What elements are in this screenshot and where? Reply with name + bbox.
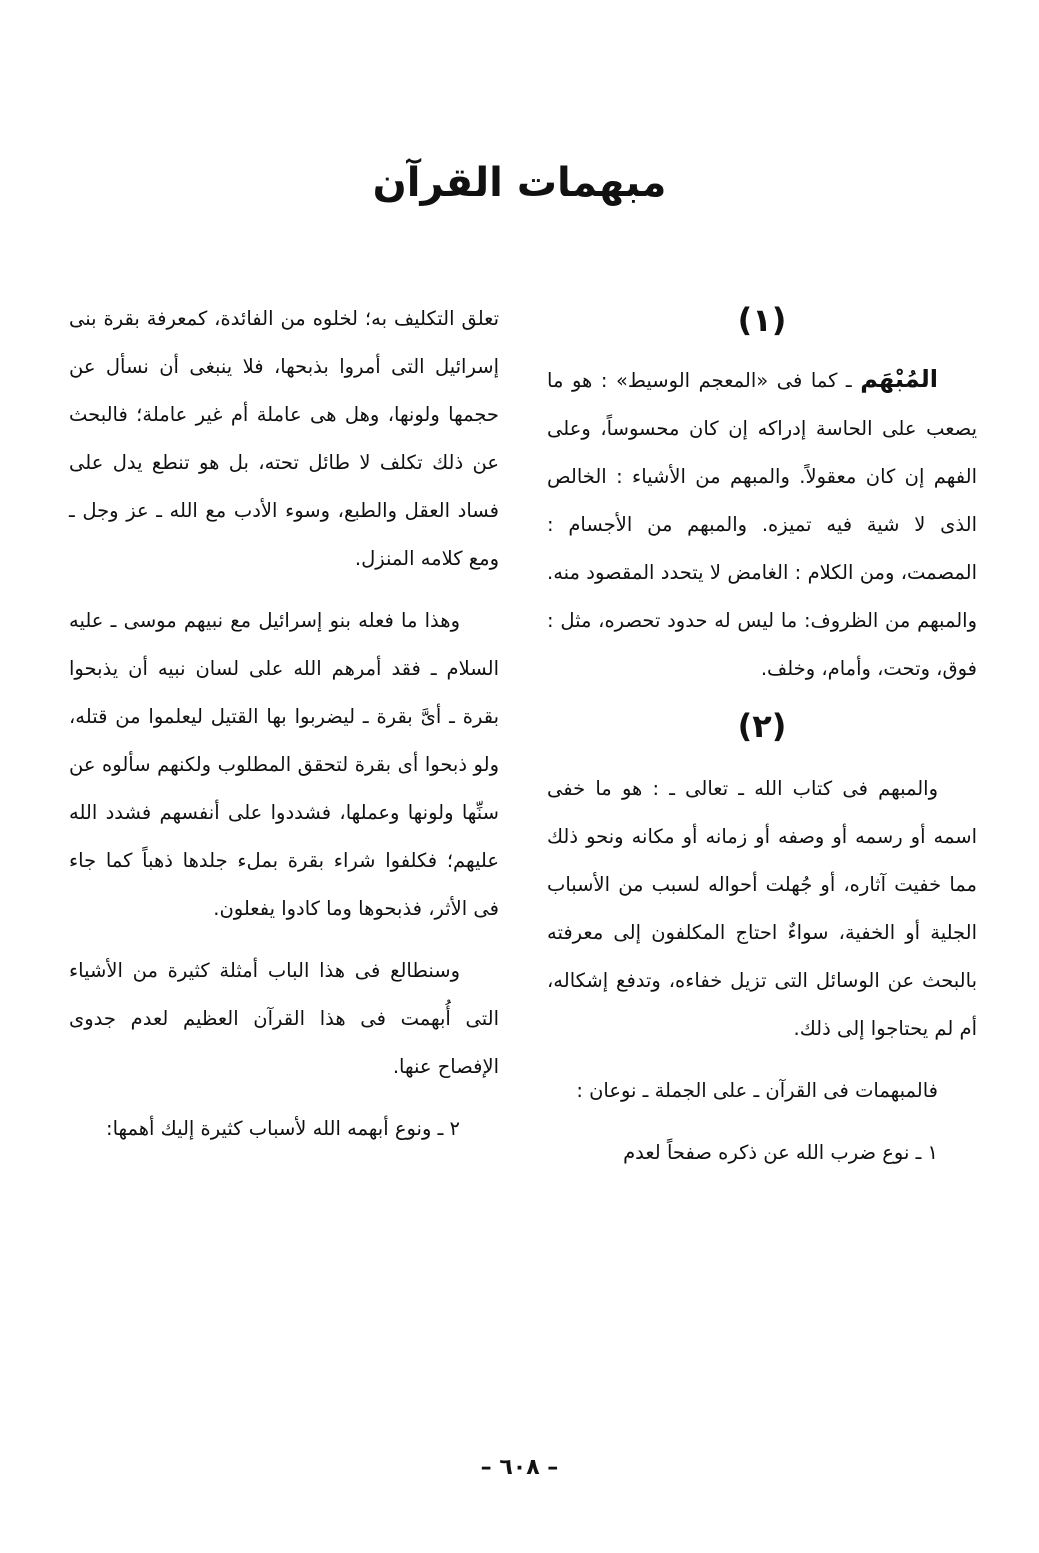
definition-text: ـ كما فى «المعجم الوسيط» : هو ما يصعب على الحاسة إدراكه إن كان محسوساً، وعلى الفهم إن كان معقولاً. والمبهم من الأشياء : الخالص الذى لا شية فيه تميزه. والمبهم من الأجسام : المصمت، ومن الكلام : الغامض لا يتحدد المقصود منه. والمبهم من الظروف: ما ليس له حدود تحصره، مثل : فوق، وتحت، وأمام، وخلف. (547, 369, 977, 680)
section-number-2: (٢) (737, 707, 787, 745)
paragraph: وسنطالع فى هذا الباب أمثلة كثيرة من الأشياء التى أُبهمت فى هذا القرآن العظيم لعدم جدوى الإفصاح عنها. (69, 959, 499, 1078)
defined-term: المُبْهَم (860, 365, 938, 393)
page-number: – ٦٠٨ – (480, 1455, 559, 1480)
paragraph: فالمبهمات فى القرآن ـ على الجملة ـ نوعان : (576, 1079, 938, 1102)
paragraph: وهذا ما فعله بنو إسرائيل مع نبيهم موسى ـ عليه السلام ـ فقد أمرهم الله على لسان نبيه أن يذبحوا بقرة ـ أىَّ بقرة ـ ليضربوا بها القتيل ليعلموا من قتله، ولو ذبحوا أى بقرة لتحقق المطلوب ولكنهم سألوه عن سنِّها ولونها وعملها، فشددوا على أنفسهم فشدد الله عليهم؛ فكلفوا شراء بقرة بملء جلدها ذهباً كما جاء فى الأثر، فذبحوها وما كادوا يفعلون. (69, 609, 499, 920)
paragraph: تعلق التكليف به؛ لخلوه من الفائدة، كمعرفة بقرة بنى إسرائيل التى أمروا بذبحها، فلا ينبغى أن نسأل عن حجمها ولونها، وهل هى عاملة أم غير عاملة؛ فالبحث عن ذلك تكلف لا طائل تحته، بل هو تنطع يدل على فساد العقل والطبع، وسوء الأدب مع الله ـ عز وجل ـ ومع كلامه المنزل. (69, 307, 499, 570)
left-column (69, 295, 499, 1153)
right-column (547, 295, 977, 1177)
paragraph: والمبهم فى كتاب الله ـ تعالى ـ : هو ما خفى اسمه أو رسمه أو وصفه أو زمانه أو مكانه ونحو ذلك مما خفيت آثاره، أو جُهلت أحواله لسبب من الأسباب الجلية أو الخفية، سواءٌ احتاج المكلفون إلى معرفته بالبحث عن الوسائل التى تزيل خفاءه، وتدفع إشكاله، أم لم يحتاجوا إلى ذلك. (547, 777, 977, 1040)
paragraph: ١ ـ نوع ضرب الله عن ذكره صفحاً لعدم (623, 1141, 938, 1164)
section-number-1: (١) (737, 301, 787, 339)
page-title: مبهمات القرآن (372, 160, 667, 206)
paragraph: ٢ ـ ونوع أبهمه الله لأسباب كثيرة إليك أهمها: (106, 1117, 460, 1140)
definition-paragraph (547, 355, 977, 693)
